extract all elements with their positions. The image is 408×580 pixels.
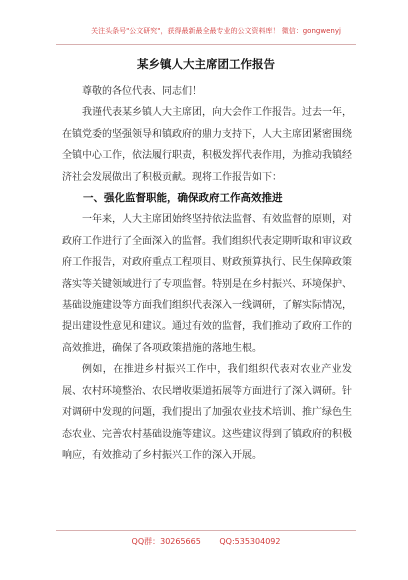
page-header-banner: 关注头条号"公文研究"，获得最新最全最专业的公文资料库！ 微信：gongwenyj [91,27,341,35]
footer-qq-group: QQ群：30265665 [131,537,201,546]
section-heading: 一、强化监督职能，确保政府工作高效推进 [83,192,283,205]
document-body [62,81,352,466]
header-divider [56,44,356,45]
footer-qq-contact: QQ:535304092 [219,537,281,546]
body-paragraph: 例如，在推进乡村振兴工作中，我们组织代表对农业产业发展、农村环境整治、农民增收渠道拓展等方面进行了深入调研。针对调研中发现的问题，我们提出了加强农业技术培训、推广绿色生态农业、完善农村基础设施等建议。这些建议得到了镇政府的积极响应，有效推动了乡村振兴工作的深入开展。 [62,364,352,461]
intro-paragraph: 我谨代表某乡镇人大主席团，向大会作工作报告。过去一年，在镇党委的坚强领导和镇政府的鼎力支持下，人大主席团紧密围绕全镇中心工作，依法履行职责，积极发挥代表作用，为推动我镇经济社会发展做出了积极贡献。现将工作报告如下： [62,107,352,183]
page-footer [56,536,356,547]
body-paragraph: 一年来，人大主席团始终坚持依法监督、有效监督的原则，对政府工作进行了全面深入的监督。我们组织代表定期听取和审议政府工作报告，对政府重点工程项目、财政预算执行、民生保障政策落实等关键领域进行了专项监督。特别是在乡村振兴、环境保护、基础设施建设等方面我们组织代表深入一线调研，了解实际情况，提出建设性意见和建议。通过有效的监督，我们推动了政府工作的高效推进，确保了各项政策措施的落地生根。 [62,214,352,354]
footer-divider [56,530,356,531]
document-title: 某乡镇人大主席团工作报告 [137,57,275,71]
salutation: 尊敬的各位代表、同志们！ [82,86,202,97]
